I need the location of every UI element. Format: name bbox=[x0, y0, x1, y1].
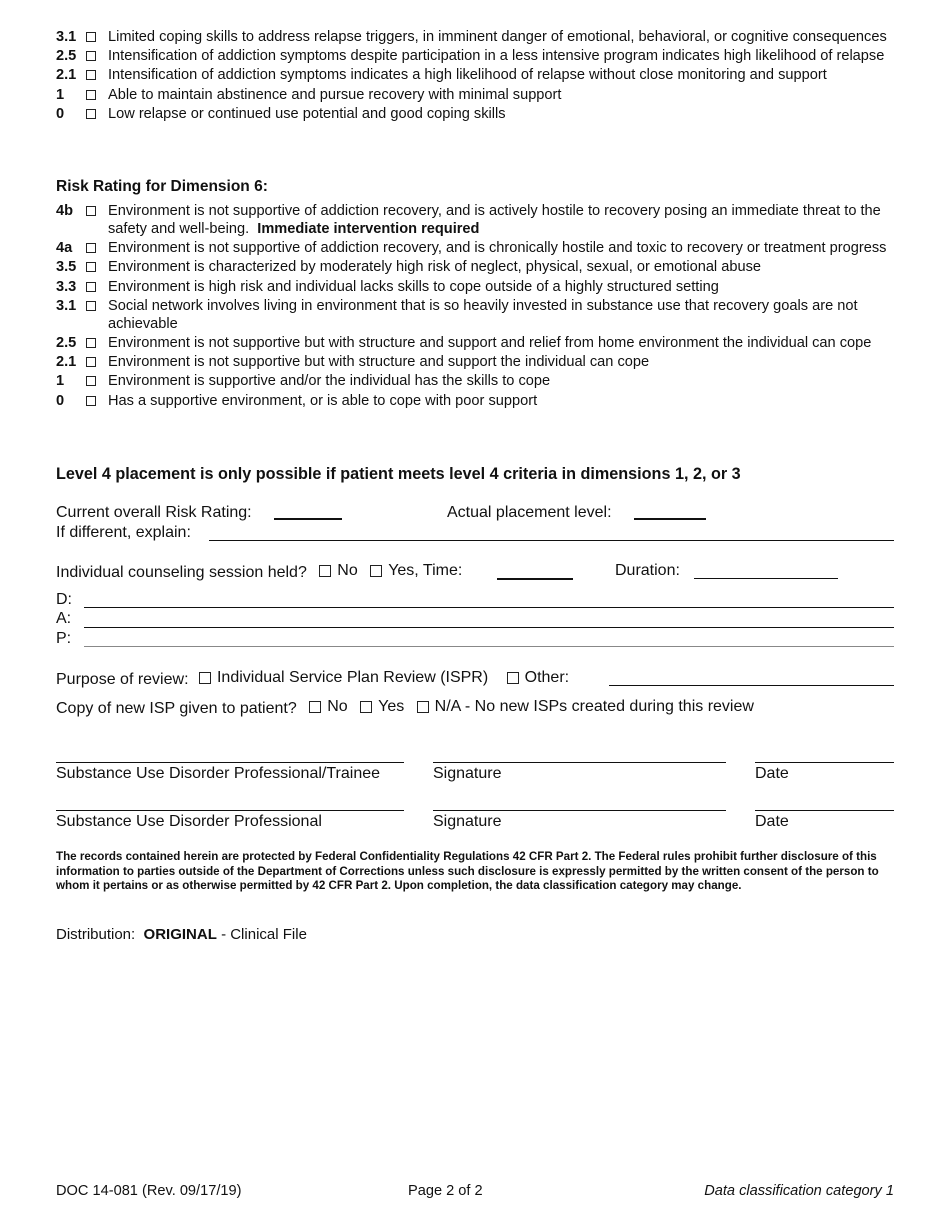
counseling-no-option[interactable] bbox=[319, 561, 357, 581]
explain-field[interactable] bbox=[209, 540, 894, 541]
risk-description: Low relapse or continued use potential and good coping skills bbox=[108, 105, 506, 122]
risk-item bbox=[56, 239, 894, 257]
isp-copy-no-label: No bbox=[327, 698, 348, 715]
risk-level: 0 bbox=[56, 392, 65, 409]
risk-rating-label: Current overall Risk Rating: bbox=[56, 504, 252, 521]
explain-label: If different, explain: bbox=[56, 524, 191, 541]
risk-level: 2.1 bbox=[56, 67, 77, 84]
risk-description: Environment is not supportive of addiction recovery, and is chronically hostile and toxic to recovery or treatment progress bbox=[108, 240, 887, 257]
risk-checkbox[interactable] bbox=[86, 109, 96, 119]
p-label: P: bbox=[56, 630, 72, 647]
counseling-yes-label: Yes, Time: bbox=[388, 562, 463, 579]
duration-field[interactable] bbox=[694, 578, 838, 579]
isp-copy-na-option[interactable] bbox=[417, 697, 754, 717]
other-purpose-field[interactable] bbox=[609, 685, 894, 686]
role-signature-line[interactable] bbox=[56, 762, 404, 763]
distribution-original: ORIGINAL bbox=[143, 926, 217, 943]
risk-checkbox[interactable] bbox=[86, 32, 96, 42]
immediate-intervention-note: Immediate intervention required bbox=[257, 221, 480, 237]
risk-item bbox=[56, 47, 894, 65]
risk-level: 3.1 bbox=[56, 29, 77, 45]
risk-item bbox=[56, 297, 894, 333]
distribution-line bbox=[56, 926, 307, 943]
risk-checkbox[interactable] bbox=[86, 396, 96, 406]
explain-row bbox=[56, 523, 191, 543]
risk-item bbox=[56, 258, 894, 276]
risk-description: Social network involves living in environment that is so heavily invested in substance use that recovery goals are not achievable bbox=[108, 297, 858, 332]
risk-checkbox[interactable] bbox=[86, 301, 96, 311]
session-time-field[interactable] bbox=[497, 578, 573, 580]
page-number: Page 2 of 2 bbox=[408, 1183, 483, 1199]
risk-level: 4a bbox=[56, 240, 73, 257]
risk-description: Limited coping skills to address relapse triggers, in imminent danger of emotional, behavioral, or cognitive consequences bbox=[108, 29, 887, 45]
ispr-option[interactable] bbox=[199, 668, 488, 688]
risk-description: Environment is not supportive but with structure and support and relief from home environment the individual can cope bbox=[108, 334, 872, 351]
risk-rating-row bbox=[56, 503, 252, 523]
counseling-yes-option[interactable] bbox=[370, 561, 462, 581]
risk-item bbox=[56, 372, 894, 390]
risk-checkbox[interactable] bbox=[86, 262, 96, 272]
risk-item bbox=[56, 353, 894, 371]
other-option[interactable] bbox=[507, 668, 569, 688]
role-signature-line[interactable] bbox=[56, 810, 404, 811]
risk-level: 3.3 bbox=[56, 278, 77, 295]
p-field[interactable] bbox=[84, 646, 894, 647]
d-label: D: bbox=[56, 591, 72, 608]
risk-level: 0 bbox=[56, 105, 65, 122]
risk-level: 2.5 bbox=[56, 48, 77, 65]
isp-copy-na-label: N/A - No new ISPs created during this review bbox=[434, 698, 754, 715]
ispr-checkbox[interactable] bbox=[199, 672, 211, 684]
risk-description: Environment is not supportive but with structure and support the individual can cope bbox=[108, 354, 650, 371]
risk-item bbox=[56, 202, 894, 238]
isp-copy-row bbox=[56, 697, 754, 719]
purpose-row bbox=[56, 668, 569, 690]
risk-description bbox=[108, 202, 894, 238]
risk-level: 2.5 bbox=[56, 334, 77, 351]
risk-description: Intensification of addiction symptoms despite participation in a less intensive program indicates high likelihood of relapse bbox=[108, 48, 885, 65]
signature-line[interactable] bbox=[433, 810, 726, 811]
placement-label: Actual placement level: bbox=[447, 504, 612, 521]
risk-item bbox=[56, 392, 894, 410]
risk-description-text: Environment is not supportive of addiction recovery, and is actively hostile to recovery posing an immediate threat to the safety and well-being. bbox=[108, 203, 881, 237]
ispr-label: Individual Service Plan Review (ISPR) bbox=[216, 669, 489, 686]
signature-label: Signature bbox=[433, 765, 502, 782]
d-field[interactable] bbox=[84, 607, 894, 608]
risk-description: Intensification of addiction symptoms indicates a high likelihood of relapse without close monitoring and support bbox=[108, 67, 827, 84]
risk-description: Environment is supportive and/or the individual has the skills to cope bbox=[108, 373, 551, 390]
a-field[interactable] bbox=[84, 627, 894, 628]
isp-copy-yes-label: Yes bbox=[378, 698, 405, 715]
other-label: Other: bbox=[524, 669, 570, 686]
risk-checkbox[interactable] bbox=[86, 338, 96, 348]
isp-copy-no-checkbox[interactable] bbox=[309, 701, 321, 713]
confidentiality-notice: The records contained herein are protected by Federal Confidentiality Regulations 42 CFR Part 2. The Federal rules prohibit further disclosure of this information to parties outside of the Department of Corrections unless such disclosure is expressly permitted by the written consent of the person to whom it pertains or as otherwise permitted by 42 CFR Part 2. Upon completion, the data classification category may change. bbox=[56, 850, 879, 892]
risk-level: 3.5 bbox=[56, 259, 77, 276]
risk-checkbox[interactable] bbox=[86, 70, 96, 80]
duration-label: Duration: bbox=[615, 562, 680, 579]
counseling-label: Individual counseling session held? bbox=[56, 564, 307, 581]
isp-copy-yes-checkbox[interactable] bbox=[360, 701, 372, 713]
risk-description: Environment is characterized by moderately high risk of neglect, physical, sexual, or emotional abuse bbox=[108, 259, 761, 276]
isp-copy-no-option[interactable] bbox=[309, 697, 347, 717]
counseling-no-checkbox[interactable] bbox=[319, 565, 331, 577]
form-id: DOC 14-081 (Rev. 09/17/19) bbox=[56, 1183, 242, 1199]
risk-item bbox=[56, 86, 894, 104]
risk-item bbox=[56, 334, 894, 352]
risk-item bbox=[56, 28, 894, 46]
distribution-rest: - Clinical File bbox=[221, 926, 307, 943]
counseling-yes-checkbox[interactable] bbox=[370, 565, 382, 577]
signature-line[interactable] bbox=[433, 762, 726, 763]
form-page bbox=[56, 0, 894, 1230]
risk-level: 4b bbox=[56, 203, 74, 219]
risk-checkbox[interactable] bbox=[86, 51, 96, 61]
placement-level-field[interactable] bbox=[634, 518, 706, 520]
risk-checkbox[interactable] bbox=[86, 243, 96, 253]
risk-level: 3.1 bbox=[56, 297, 77, 314]
duration-row bbox=[615, 561, 680, 581]
role-label: Substance Use Disorder Professional/Trainee bbox=[56, 765, 381, 782]
risk-description: Able to maintain abstinence and pursue recovery with minimal support bbox=[108, 86, 562, 103]
risk-level: 1 bbox=[56, 86, 65, 103]
risk-description: Has a supportive environment, or is able to cope with poor support bbox=[108, 392, 538, 409]
risk-description: Environment is high risk and individual lacks skills to cope outside of a highly structured setting bbox=[108, 278, 719, 295]
date-label: Date bbox=[755, 813, 789, 830]
isp-copy-label: Copy of new ISP given to patient? bbox=[56, 700, 297, 717]
dimension-5-list bbox=[56, 28, 894, 124]
date-line[interactable] bbox=[755, 810, 894, 811]
risk-checkbox[interactable] bbox=[86, 282, 96, 292]
risk-checkbox[interactable] bbox=[86, 357, 96, 367]
distribution-label: Distribution: bbox=[56, 926, 136, 943]
a-label: A: bbox=[56, 610, 72, 627]
risk-checkbox[interactable] bbox=[86, 206, 96, 216]
risk-item bbox=[56, 278, 894, 296]
counseling-no-label: No bbox=[337, 562, 358, 579]
risk-rating-field[interactable] bbox=[274, 518, 342, 520]
date-label: Date bbox=[755, 765, 789, 782]
isp-copy-na-checkbox[interactable] bbox=[417, 701, 429, 713]
risk-checkbox[interactable] bbox=[86, 90, 96, 100]
isp-copy-yes-option[interactable] bbox=[360, 697, 404, 717]
purpose-label: Purpose of review: bbox=[56, 671, 189, 688]
classification-label: Data classification category 1 bbox=[704, 1183, 894, 1199]
counseling-row bbox=[56, 561, 462, 583]
signature-label: Signature bbox=[433, 813, 502, 830]
risk-checkbox[interactable] bbox=[86, 376, 96, 386]
level-4-notice: Level 4 placement is only possible if patient meets level 4 criteria in dimensions 1, 2, or 3 bbox=[56, 465, 741, 483]
dimension-6-list bbox=[56, 202, 894, 411]
other-checkbox[interactable] bbox=[507, 672, 519, 684]
dimension-6-heading: Risk Rating for Dimension 6: bbox=[56, 178, 268, 195]
role-label: Substance Use Disorder Professional bbox=[56, 813, 322, 830]
risk-level: 1 bbox=[56, 373, 65, 390]
risk-item bbox=[56, 105, 894, 123]
placement-row bbox=[447, 503, 612, 523]
date-line[interactable] bbox=[755, 762, 894, 763]
risk-item bbox=[56, 66, 894, 84]
risk-level: 2.1 bbox=[56, 354, 77, 371]
